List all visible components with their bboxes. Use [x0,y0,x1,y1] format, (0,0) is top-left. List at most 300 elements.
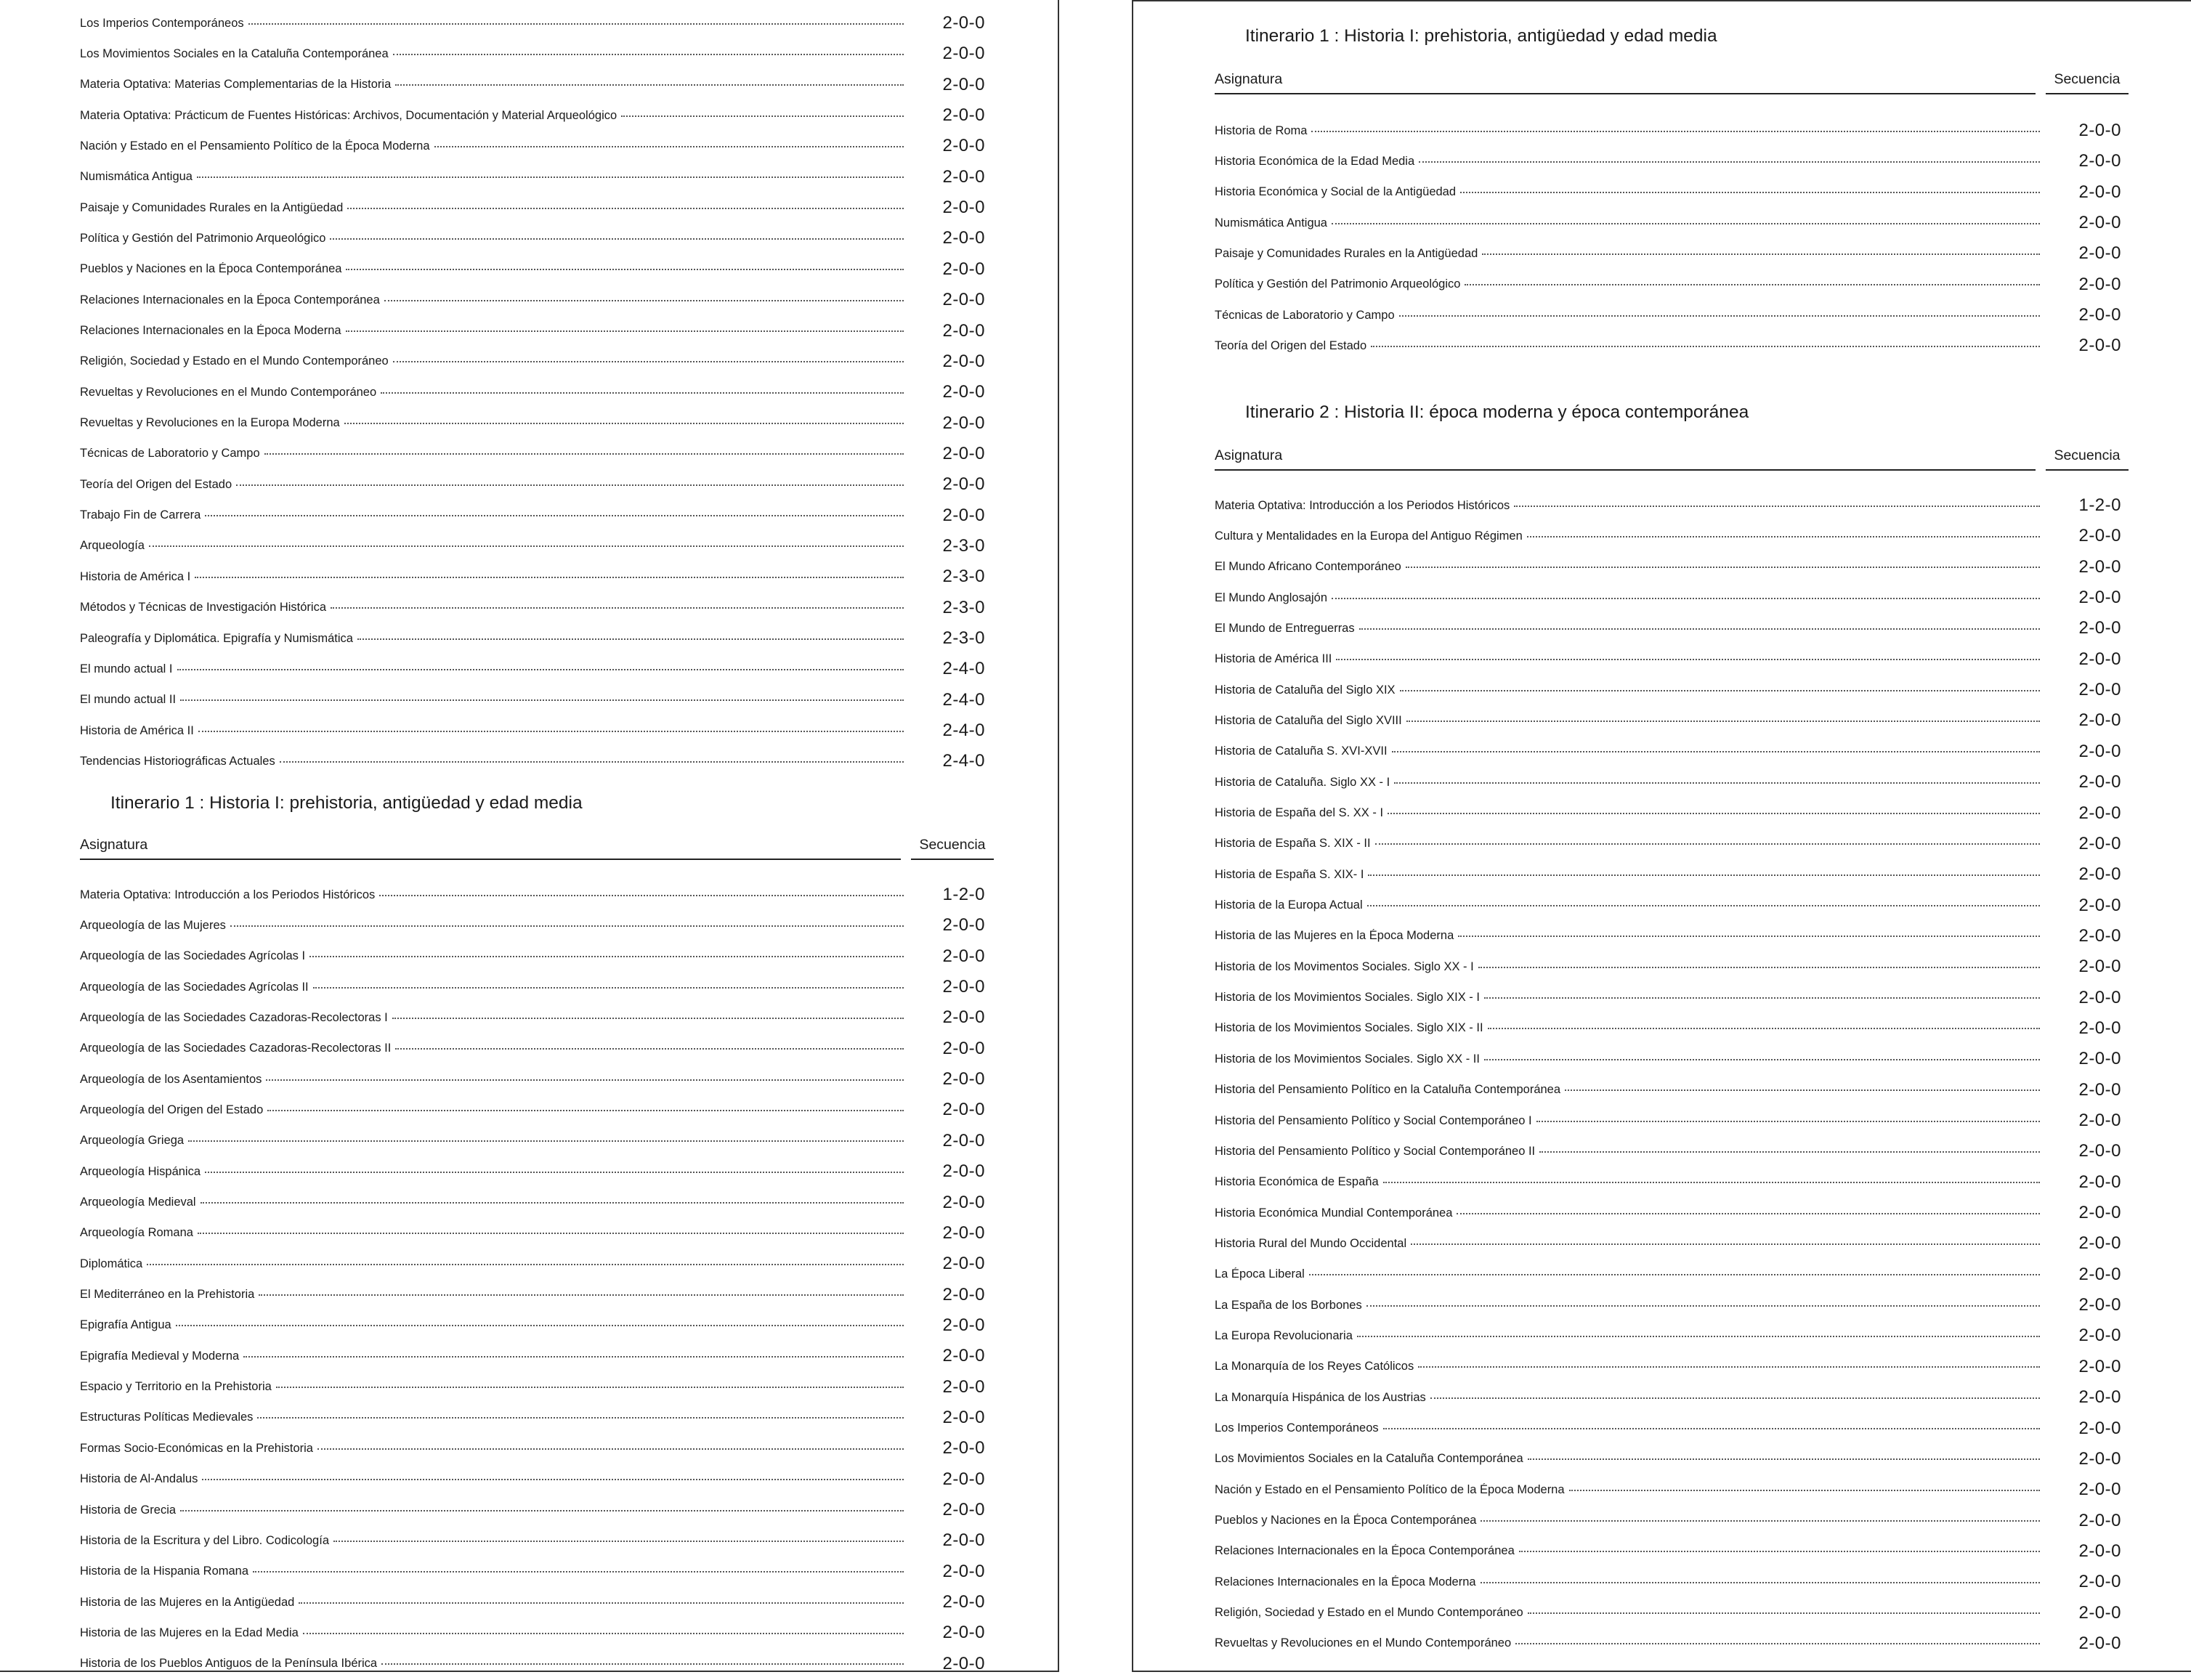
course-row [80,746,985,776]
course-sequence: 2-0-0 [942,505,985,525]
dot-leader [267,1110,904,1111]
course-name: Paisaje y Comunidades Rurales en la Antigüedad [1215,246,1478,260]
course-name-cell [80,17,904,31]
course-name: Arqueología Griega [80,1134,185,1148]
course-row [1215,675,2121,705]
course-name: Paisaje y Comunidades Rurales en la Antigüedad [80,200,344,214]
course-sequence: 2-0-0 [942,74,985,94]
course-name-cell [80,478,904,492]
course-name-cell [80,170,904,184]
course-name-cell [80,139,904,153]
course-name: Tendencias Historiográficas Actuales [80,754,275,768]
course-name: Arqueología de las Sociedades Agrícolas II [80,980,309,994]
course-name-cell [80,1103,904,1117]
dot-leader [236,484,904,486]
course-name-cell [80,570,904,584]
course-name-cell [1215,1483,2040,1497]
course-name-cell [80,1626,904,1640]
course-row [1215,300,2121,330]
course-sequence: 2-0-0 [942,320,985,341]
dot-leader [346,269,904,270]
course-sequence: 2-0-0 [2078,1418,2121,1438]
course-sequence: 2-0-0 [942,1407,985,1427]
course-name: Historia de los Pueblos Antiguos de la Península Ibérica [80,1657,378,1671]
course-sequence: 2-0-0 [942,351,985,371]
course-row [80,1495,985,1525]
course-name: Numismática Antigua [80,170,193,184]
course-name: Historia Económica Mundial Contemporánea [1215,1206,1453,1220]
dot-leader [1565,1089,2040,1091]
course-sequence: 2-0-0 [2078,1480,2121,1500]
course-name: Historia de los Movimientos Sociales. Siglo XIX - II [1215,1021,1483,1035]
course-name-cell [80,601,904,614]
dot-leader [1400,690,2040,691]
course-sequence: 2-0-0 [2078,1264,2121,1284]
course-name-cell [80,324,904,338]
course-name-cell [80,354,904,368]
course-name-cell [1215,216,2040,230]
dot-leader [1484,1059,2040,1060]
dot-leader [317,1448,904,1450]
course-row [80,131,985,161]
course-row [80,1403,985,1433]
course-row [80,1464,985,1495]
course-row [80,1002,985,1033]
course-name-cell [1215,1575,2040,1589]
course-name-cell [80,416,904,430]
course-row [80,531,985,561]
course-name: Arqueología de las Mujeres [80,918,226,932]
course-sequence: 2-0-0 [2078,864,2121,885]
course-name: Historia del Pensamiento Político y Social Contemporáneo I [1215,1113,1532,1127]
course-name: El mundo actual II [80,693,177,707]
course-sequence: 1-2-0 [942,885,985,904]
column-header-secuencia: Secuencia [2046,447,2129,471]
course-name: Historia de Al-Andalus [80,1472,198,1486]
course-row [1215,177,2121,208]
course-sequence: 2-0-0 [2078,1448,2121,1469]
course-row [80,941,985,972]
course-name: Historia de España S. XIX- I [1215,867,1364,881]
dot-leader [1394,782,2040,784]
course-sequence: 2-0-0 [942,977,985,997]
course-name: Relaciones Internacionales en la Época Contemporánea [80,293,380,307]
course-row [80,8,985,38]
course-name-cell [80,293,904,307]
course-name-cell [80,1318,904,1332]
course-name: Historia de Cataluña del Siglo XVIII [1215,713,1402,727]
course-name: Historia de la Europa Actual [1215,898,1363,912]
course-row [80,972,985,1002]
course-name: Historia de la Hispania Romana [80,1565,249,1578]
course-name: Historia de los Movimentos Sociales. Siglo XX - I [1215,959,1474,973]
dot-leader [1484,997,2040,999]
course-name: Los Imperios Contemporáneos [80,16,244,30]
course-sequence: 2-0-0 [2078,121,2121,140]
course-sequence: 2-0-0 [2078,803,2121,823]
course-name-cell [80,755,904,768]
course-row [1215,890,2121,921]
table-header [80,835,994,860]
course-name: Historia Económica y Social de la Antigüedad [1215,185,1457,199]
dot-leader [1536,1121,2040,1122]
course-name-cell [80,693,904,707]
course-sequence: 2-0-0 [942,1284,985,1304]
course-name-cell [80,724,904,738]
course-name: Historia de Cataluña S. XVI-XVII [1215,744,1388,758]
course-name-cell [1215,1114,2040,1128]
course-name-cell [1215,1452,2040,1466]
dot-leader [1481,1520,2040,1522]
right-page [1132,0,2191,1672]
course-name: Métodos y Técnicas de Investigación Histórica [80,601,327,614]
course-name: Religión, Sociedad y Estado en el Mundo Contemporáneo [80,354,389,368]
course-row [80,1310,985,1341]
dot-leader [393,361,904,362]
course-sequence: 2-0-0 [2078,680,2121,700]
dot-leader [1359,628,2040,630]
dot-leader [346,330,904,332]
course-name-cell [80,1226,904,1240]
course-row [80,685,985,715]
table-header [1215,70,2129,94]
course-sequence: 2-0-0 [2078,1233,2121,1254]
course-name-cell [1215,1329,2040,1343]
course-row [1215,1413,2121,1444]
course-name: Numismática Antigua [1215,216,1327,230]
course-sequence: 2-0-0 [942,259,985,279]
course-sequence: 2-0-0 [2078,1541,2121,1561]
dot-leader [1515,1643,2040,1644]
dot-leader [1418,1366,2040,1368]
course-name-cell [1215,806,2040,820]
course-name: Historia de los Movimientos Sociales. Siglo XIX - I [1215,991,1480,1005]
course-row [1215,1136,2121,1166]
course-sequence: 2-4-0 [942,721,985,741]
dot-leader [243,1356,904,1358]
course-name: Historia Económica de la Edad Media [1215,154,1415,168]
course-name: Epigrafía Antigua [80,1318,171,1332]
course-name: Historia de España del S. XX - I [1215,806,1384,819]
dot-leader [1383,1428,2040,1429]
course-name: Historia de las Mujeres en la Edad Media [80,1626,299,1639]
dot-leader [201,1202,904,1204]
course-name: Materia Optativa: Materias Complementarias de la Historia [80,78,392,92]
course-row [80,1188,985,1218]
dot-leader [253,1571,904,1573]
course-sequence: 2-0-0 [2078,1510,2121,1530]
course-name-cell [80,1257,904,1271]
course-name-cell [80,1504,904,1517]
dot-leader [202,1479,904,1480]
course-name-cell [1215,339,2040,353]
course-sequence: 2-0-0 [942,290,985,310]
course-name: Política y Gestión del Patrimonio Arqueológico [1215,277,1461,291]
course-row [80,38,985,69]
course-name-cell [80,47,904,61]
course-name: La Monarquía Hispánica de los Austrias [1215,1390,1426,1404]
course-sequence: 2-3-0 [942,567,985,587]
dot-leader [1368,875,2040,876]
dot-leader [1465,284,2040,285]
course-name-cell [80,1657,904,1671]
course-name: Arqueología de las Sociedades Cazadoras-Recolectoras I [80,1010,388,1024]
course-name-cell [80,888,904,902]
course-row [1215,1044,2121,1074]
course-name: Arqueología de los Asentamientos [80,1072,262,1086]
course-name-cell [80,1596,904,1610]
dot-leader [1527,536,2040,537]
course-name: Historia de Grecia [80,1503,177,1517]
dot-leader [1514,506,2040,507]
course-row [1215,1474,2121,1505]
course-sequence: 2-0-0 [942,1469,985,1489]
course-name: Teoría del Origen del Estado [1215,338,1367,352]
course-row [80,1587,985,1618]
course-sequence: 2-0-0 [942,474,985,495]
course-row [1215,1075,2121,1105]
course-sequence: 2-0-0 [2078,987,2121,1007]
course-sequence: 2-0-0 [942,1315,985,1335]
course-sequence: 2-4-0 [942,751,985,771]
dot-leader [257,1417,904,1419]
course-row [80,316,985,346]
dot-leader [1309,1274,2040,1275]
course-name: Historia de América I [80,569,191,583]
course-name-cell [1215,744,2040,758]
course-sequence: 2-0-0 [942,1069,985,1089]
course-row [80,1095,985,1125]
course-sequence: 2-0-0 [2078,274,2121,294]
dot-leader [1367,905,2040,906]
course-row [1215,1567,2121,1597]
course-sequence: 2-0-0 [942,1007,985,1028]
course-row [1215,1013,2121,1044]
course-name-cell [1215,591,2040,605]
course-name-cell [80,981,904,994]
course-name: Paleografía y Diplomática. Epigrafía y Numismática [80,631,353,645]
course-name-cell [80,1165,904,1179]
dot-leader [347,208,904,209]
course-name: Arqueología del Origen del Estado [80,1103,264,1116]
course-row [80,1341,985,1371]
course-name: Materia Optativa: Introducción a los Periodos Históricos [1215,498,1510,512]
course-row [1215,1167,2121,1198]
course-name-cell [1215,898,2040,912]
course-sequence: 2-0-0 [2078,1141,2121,1161]
course-sequence: 2-0-0 [2078,772,2121,792]
course-name: Religión, Sociedad y Estado en el Mundo Contemporáneo [1215,1606,1523,1620]
course-name: Historia de Cataluña. Siglo XX - I [1215,775,1390,789]
course-row [1215,1228,2121,1259]
table-header [1215,446,2129,471]
course-name-cell [1215,1360,2040,1373]
course-sequence: 2-0-0 [942,13,985,33]
course-sequence: 2-0-0 [2078,1018,2121,1038]
course-sequence: 2-0-0 [942,1438,985,1458]
column-header-asignatura: Asignatura [1215,71,2036,94]
course-name: Historia de los Movimientos Sociales. Siglo XX - II [1215,1052,1480,1066]
course-name: Revueltas y Revoluciones en la Europa Moderna [80,416,340,430]
course-name: La España de los Borbones [1215,1298,1362,1312]
course-name-cell [1215,309,2040,322]
course-name-cell [80,662,904,676]
course-row [1215,1536,2121,1567]
course-row [80,223,985,253]
course-sequence: 2-0-0 [942,228,985,248]
course-name-cell [1215,247,2040,261]
course-name: Diplomática [80,1257,143,1270]
course-sequence: 2-0-0 [942,946,985,966]
dot-leader [1371,346,2040,347]
course-name: El Mundo Africano Contemporáneo [1215,560,1401,574]
dot-leader [276,1387,904,1388]
course-sequence: 2-0-0 [942,136,985,156]
dot-leader [1392,751,2040,752]
dot-leader [1539,1151,2040,1153]
dot-leader [434,146,904,147]
course-row [1215,767,2121,798]
dot-leader [1528,1458,2040,1460]
dot-leader [1383,1182,2040,1183]
course-sequence: 2-0-0 [942,382,985,402]
course-row [80,500,985,531]
course-sequence: 2-0-0 [942,1561,985,1581]
course-row [80,70,985,100]
course-row [1215,1598,2121,1628]
course-name: Relaciones Internacionales en la Época Moderna [1215,1575,1476,1588]
dot-leader [1366,1305,2040,1307]
course-sequence: 2-0-0 [2078,1079,2121,1100]
course-sequence: 2-0-0 [942,413,985,433]
course-name-cell [80,109,904,123]
course-name: Historia de las Mujeres en la Antigüedad [80,1595,295,1609]
course-row [80,346,985,377]
dot-leader [395,1048,904,1050]
course-row [1215,983,2121,1013]
course-sequence: 2-0-0 [2078,1203,2121,1223]
course-row [80,1618,985,1648]
course-name: Trabajo Fin de Carrera [80,508,201,522]
course-name: El Mediterráneo en la Prehistoria [80,1288,255,1302]
dot-leader [299,1602,904,1604]
course-sequence: 2-0-0 [2078,1111,2121,1130]
course-name: Historia de España S. XIX - II [1215,837,1371,851]
dot-leader [1399,315,2040,317]
dot-leader [147,1264,904,1265]
dot-leader [333,1541,904,1542]
course-name: Nación y Estado en el Pensamiento Político de la Época Moderna [80,139,430,153]
dot-leader [1336,659,2040,660]
column-header-secuencia: Secuencia [2046,71,2129,94]
itinerary-title: Itinerario 1 : Historia I: prehistoria, antigüedad y edad media [110,793,583,813]
dot-leader [1488,1028,2040,1029]
dot-leader [266,1079,904,1081]
course-row [1215,269,2121,300]
course-sequence: 2-0-0 [942,1130,985,1151]
course-sequence: 2-0-0 [942,1653,985,1673]
course-sequence: 2-0-0 [2078,833,2121,853]
dot-leader [357,638,904,640]
dot-leader [1411,1243,2040,1245]
dot-leader [1332,598,2040,599]
dot-leader [1375,843,2040,845]
course-row [1215,951,2121,982]
course-row [1215,583,2121,613]
course-name-cell [1215,929,2040,943]
dot-leader [331,607,904,609]
course-sequence: 2-0-0 [942,1038,985,1058]
dot-leader [1482,253,2040,255]
course-name-cell [1215,1606,2040,1620]
course-sequence: 2-0-0 [2078,1387,2121,1408]
course-row [80,880,985,910]
course-sequence: 2-0-0 [2078,649,2121,669]
course-name-cell [1215,1052,2040,1066]
course-sequence: 2-0-0 [942,44,985,64]
dot-leader [330,238,904,240]
course-name-cell [80,1565,904,1578]
course-name-cell [1215,960,2040,974]
course-name-cell [1215,868,2040,882]
course-sequence: 2-0-0 [942,1530,985,1551]
course-sequence: 2-0-0 [942,1161,985,1182]
course-name: Los Movimientos Sociales en la Cataluña Contemporánea [80,46,389,60]
dot-leader [393,54,904,55]
dot-leader [313,987,904,989]
course-row [1215,330,2121,361]
course-row [1215,115,2121,146]
course-sequence: 2-0-0 [2078,710,2121,731]
dot-leader [176,1325,904,1326]
dot-leader [230,925,904,927]
course-name-cell [80,201,904,215]
dot-leader [1481,1582,2040,1583]
course-name-cell [80,78,904,92]
course-name: Arqueología de las Sociedades Agrícolas I [80,949,306,963]
course-row [80,285,985,315]
dot-leader [1458,936,2040,937]
course-name-cell [80,1011,904,1025]
course-row [1215,613,2121,644]
dot-leader [198,731,904,732]
course-name-cell [1215,1237,2040,1251]
dot-leader [1388,813,2040,814]
course-name-cell [80,262,904,276]
course-name: Arqueología de las Sociedades Cazadoras-Recolectoras II [80,1042,392,1055]
course-row [1215,921,2121,951]
course-row [80,654,985,684]
course-name: Arqueología Romana [80,1226,193,1240]
course-row [1215,1352,2121,1382]
course-name: Pueblos y Naciones en la Época Contemporánea [1215,1514,1477,1527]
course-name-cell [80,508,904,522]
course-sequence: 2-4-0 [942,659,985,679]
course-row [80,192,985,223]
course-sequence: 2-0-0 [942,1376,985,1397]
course-row [1215,1105,2121,1136]
course-name-cell [1215,683,2040,697]
course-sequence: 2-0-0 [942,443,985,463]
course-name: Historia del Pensamiento Político y Social Contemporáneo II [1215,1144,1536,1158]
course-name: Pueblos y Naciones en la Época Contemporánea [80,262,342,276]
dot-leader [197,176,904,178]
course-name-cell [1215,1145,2040,1158]
course-sequence: 2-0-0 [2078,1326,2121,1346]
dot-leader [248,23,904,25]
course-name-cell [1215,1021,2040,1035]
course-name-cell [80,1380,904,1394]
